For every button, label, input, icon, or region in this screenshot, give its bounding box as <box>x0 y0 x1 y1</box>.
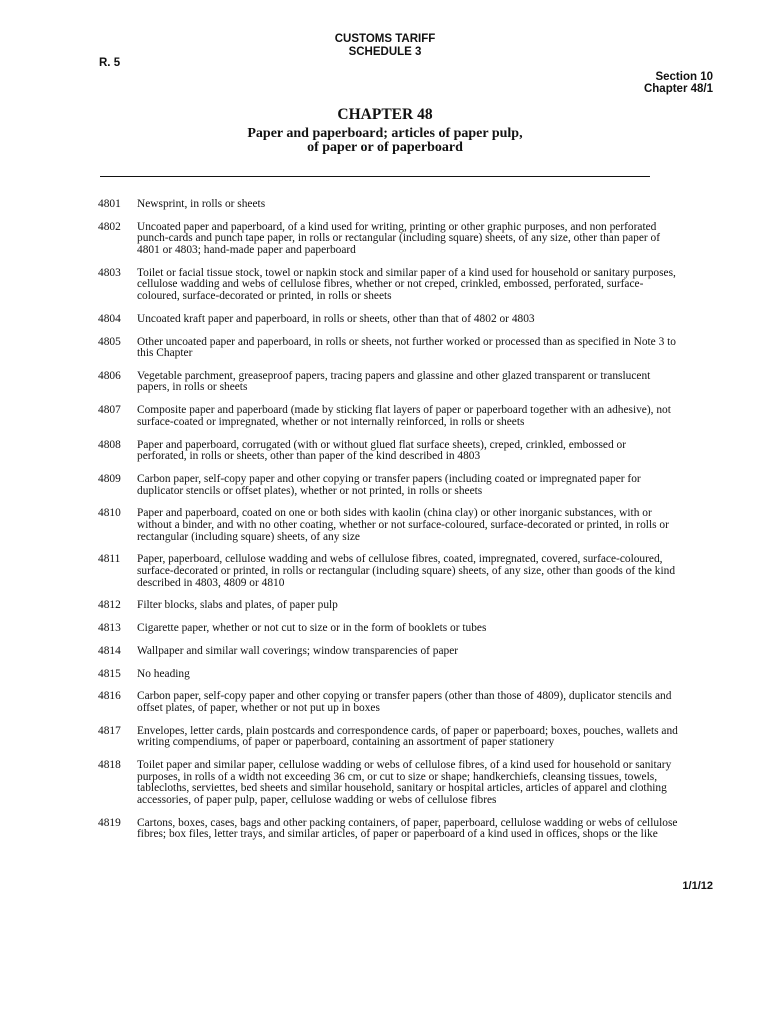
heading-code: 4808 <box>98 438 121 451</box>
heading-code: 4806 <box>98 369 121 382</box>
heading-code: 4816 <box>98 690 121 703</box>
chapter-subtitle-line2: of paper or of paperboard <box>307 140 463 155</box>
heading-code: 4811 <box>98 553 121 566</box>
section-label: Section 10 <box>655 71 713 83</box>
heading-description: Vegetable parchment, greaseproof papers, tracing papers and glassine and other glazed transparent or translucent papers, in rolls or sheets <box>137 369 651 394</box>
chapter-subtitle-line1: Paper and paperboard; articles of paper pulp, <box>247 126 523 141</box>
tariff-entry <box>98 314 678 326</box>
heading-code: 4804 <box>98 312 121 325</box>
tariff-entry <box>98 669 678 681</box>
tariff-entry <box>98 691 678 714</box>
heading-description: Newsprint, in rolls or sheets <box>137 198 266 210</box>
heading-code: 4815 <box>98 667 121 680</box>
heading-description: Toilet or facial tissue stock, towel or napkin stock and similar paper of a kind used for household or sanitary purposes, cellulose wadding and webs of cellulose fibres, whether or not creped, crinkled, embossed, perforated, surface-coloured, surface-decorated or printed, in rolls or sheets <box>137 266 676 302</box>
heading-description: Carbon paper, self-copy paper and other copying or transfer papers (other than those of 4809), duplicator stencils and offset plates, of paper, whether or not put up in boxes <box>137 690 672 715</box>
tariff-entry <box>98 600 678 612</box>
heading-description: Cartons, boxes, cases, bags and other packing containers, of paper, paperboard, cellulose wadding or webs of cellulose fibres; box files, letter trays, and similar articles, of paper or paperboard of a kind used in offices, shops or the like <box>137 816 678 841</box>
heading-code: 4817 <box>98 724 121 737</box>
heading-description: Other uncoated paper and paperboard, in rolls or sheets, not further worked or processed than as specified in Note 3 to this Chapter <box>137 335 676 360</box>
tariff-entry <box>98 554 678 589</box>
heading-code: 4818 <box>98 759 121 772</box>
chapter-subtitle <box>0 127 770 155</box>
tariff-entry <box>98 818 678 841</box>
heading-description: Filter blocks, slabs and plates, of paper pulp <box>137 599 338 612</box>
chapter-heading: CHAPTER 48 <box>337 106 433 123</box>
heading-description: Envelopes, letter cards, plain postcards and correspondence cards, of paper or paperboard; boxes, pouches, wallets and writing compendiums, of paper or paperboard, containing an assortment of paper stationery <box>137 724 678 749</box>
heading-description: No heading <box>137 667 190 680</box>
heading-description: Toilet paper and similar paper, cellulose wadding or webs of cellulose fibres, of a kind used for household or sanitary purposes, in rolls of a width not exceeding 36 cm, or cut to size or shape; handkerchiefs, cleansing tissues, towels, tablecloths, serviettes, bed sheets and similar household, sanitary or hospital articles, articles of apparel and clothing accessories, of paper pulp, paper, cellulose wadding or webs of cellulose fibres <box>137 759 672 806</box>
heading-code: 4807 <box>98 404 121 417</box>
tariff-heading-list <box>98 199 678 852</box>
tariff-entry <box>98 623 678 635</box>
heading-description: Composite paper and paperboard (made by sticking flat layers of paper or paperboard together with an adhesive), not surface-coated or impregnated, whether or not internally reinforced, in rolls or sheets <box>137 404 671 428</box>
heading-code: 4803 <box>98 266 121 279</box>
reference-code: R. 5 <box>99 57 121 69</box>
title-schedule: SCHEDULE 3 <box>348 46 422 58</box>
heading-description: Wallpaper and similar wall coverings; window transparencies of paper <box>137 644 459 657</box>
heading-description: Paper, paperboard, cellulose wadding and webs of cellulose fibres, coated, impregnated, covered, surface-coloured, surface-decorated or printed, in rolls or rectangular (including square) sheets, of any size, other than goods of the kind described in 4803, 4809 or 4810 <box>137 553 676 589</box>
tariff-entry <box>98 508 678 543</box>
heading-code: 4814 <box>98 644 121 657</box>
tariff-entry <box>98 222 678 257</box>
heading-code: 4812 <box>98 599 121 612</box>
tariff-entry <box>98 199 678 211</box>
heading-description: Cigarette paper, whether or not cut to size or in the form of booklets or tubes <box>137 622 487 635</box>
heading-description: Uncoated paper and paperboard, of a kind used for writing, printing or other graphic purposes, and non perforated punch-cards and punch tape paper, in rolls or rectangular (including square) sheets, of any size, other than paper of 4801 or 4803; hand-made paper and paperboard <box>137 220 661 256</box>
heading-code: 4809 <box>98 473 121 485</box>
heading-description: Paper and paperboard, coated on one or both sides with kaolin (china clay) or other inorganic substances, with or without a binder, and with no other coating, whether or not surface-coloured, surface-decorated or printed, in rolls or rectangular (including square) sheets, of any size <box>137 507 669 543</box>
page-date: 1/1/12 <box>682 880 713 892</box>
title-customs-tariff: CUSTOMS TARIFF <box>334 33 436 45</box>
tariff-entry <box>98 405 678 428</box>
tariff-entry <box>98 726 678 749</box>
chapter-page-label: Chapter 48/1 <box>643 83 713 95</box>
tariff-entry <box>98 337 678 360</box>
document-title <box>0 33 770 59</box>
heading-code: 4810 <box>98 507 121 520</box>
tariff-entry <box>98 371 678 394</box>
heading-code: 4819 <box>98 816 121 829</box>
heading-description: Carbon paper, self-copy paper and other copying or transfer papers (including coated or impregnated paper for duplicator stencils or offset plates), whether or not printed, in rolls or sheets <box>137 473 641 497</box>
tariff-entry <box>98 268 678 303</box>
heading-code: 4802 <box>98 220 121 233</box>
tariff-entry <box>98 440 678 463</box>
heading-description: Paper and paperboard, corrugated (with or without glued flat surface sheets), creped, crinkled, embossed or perforated, in rolls or sheets, other than paper of the kind described in 4803 <box>137 438 626 463</box>
heading-description: Uncoated kraft paper and paperboard, in rolls or sheets, other than that of 4802 or 4803 <box>137 312 535 325</box>
heading-code: 4813 <box>98 622 121 635</box>
tariff-entry <box>98 474 678 497</box>
horizontal-rule <box>100 176 650 177</box>
section-info <box>644 71 713 95</box>
tariff-entry <box>98 760 678 806</box>
heading-code: 4801 <box>98 198 121 210</box>
heading-code: 4805 <box>98 335 121 348</box>
tariff-entry <box>98 646 678 658</box>
